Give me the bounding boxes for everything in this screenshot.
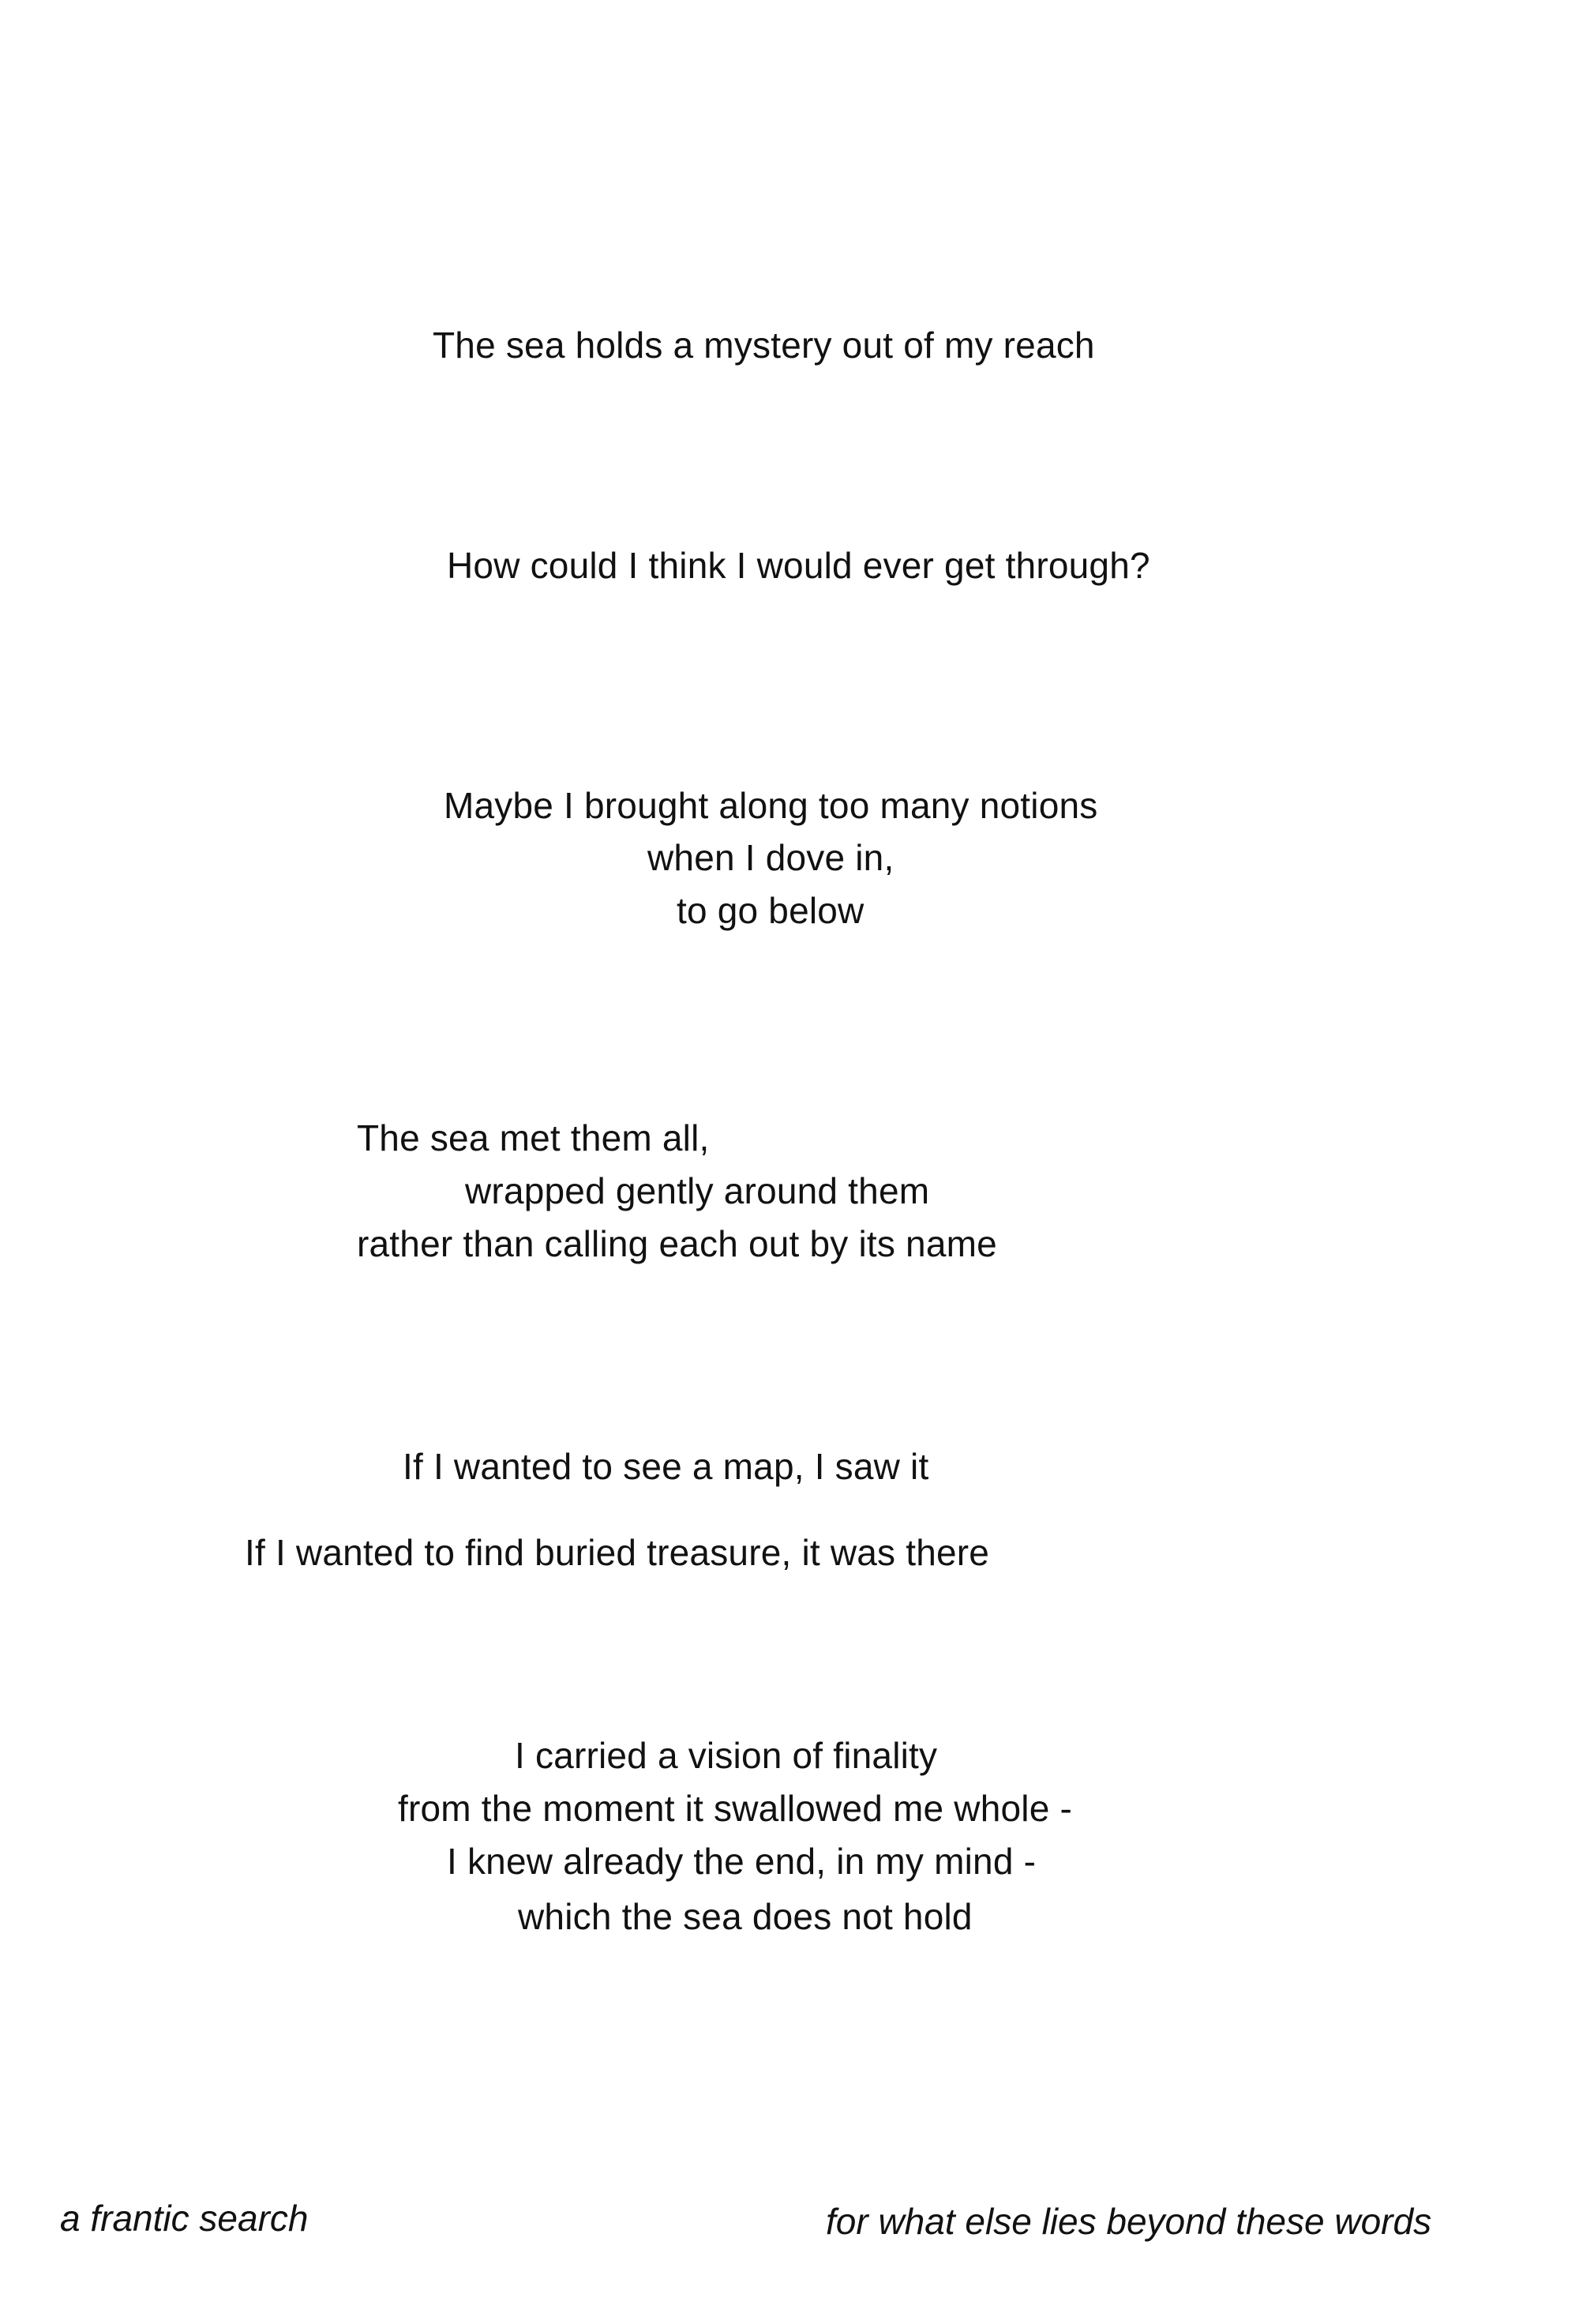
poem-line: wrapped gently around them [465, 1170, 930, 1211]
footer-left-text: a frantic search [60, 2198, 309, 2239]
poem-line: which the sea does not hold [518, 1896, 973, 1937]
poem-line: rather than calling each out by its name [357, 1223, 997, 1264]
footer-right-text: for what else lies beyond these words [826, 2201, 1432, 2242]
poem-line: I knew already the end, in my mind - [447, 1841, 1037, 1882]
poem-line: from the moment it swallowed me whole - [398, 1788, 1072, 1829]
poem-line: The sea holds a mystery out of my reach [433, 325, 1095, 366]
poem-line: How could I think I would ever get through? [447, 545, 1150, 586]
poem-line: The sea met them all, [357, 1117, 710, 1158]
poem-line: to go below [677, 890, 865, 931]
poem-line: If I wanted to find buried treasure, it was there [245, 1532, 990, 1573]
poem-line: Maybe I brought along too many notions [444, 785, 1098, 826]
poem-line: I carried a vision of finality [515, 1735, 938, 1776]
poem-line: when I dove in, [647, 837, 895, 878]
poem-line: If I wanted to see a map, I saw it [403, 1446, 929, 1487]
